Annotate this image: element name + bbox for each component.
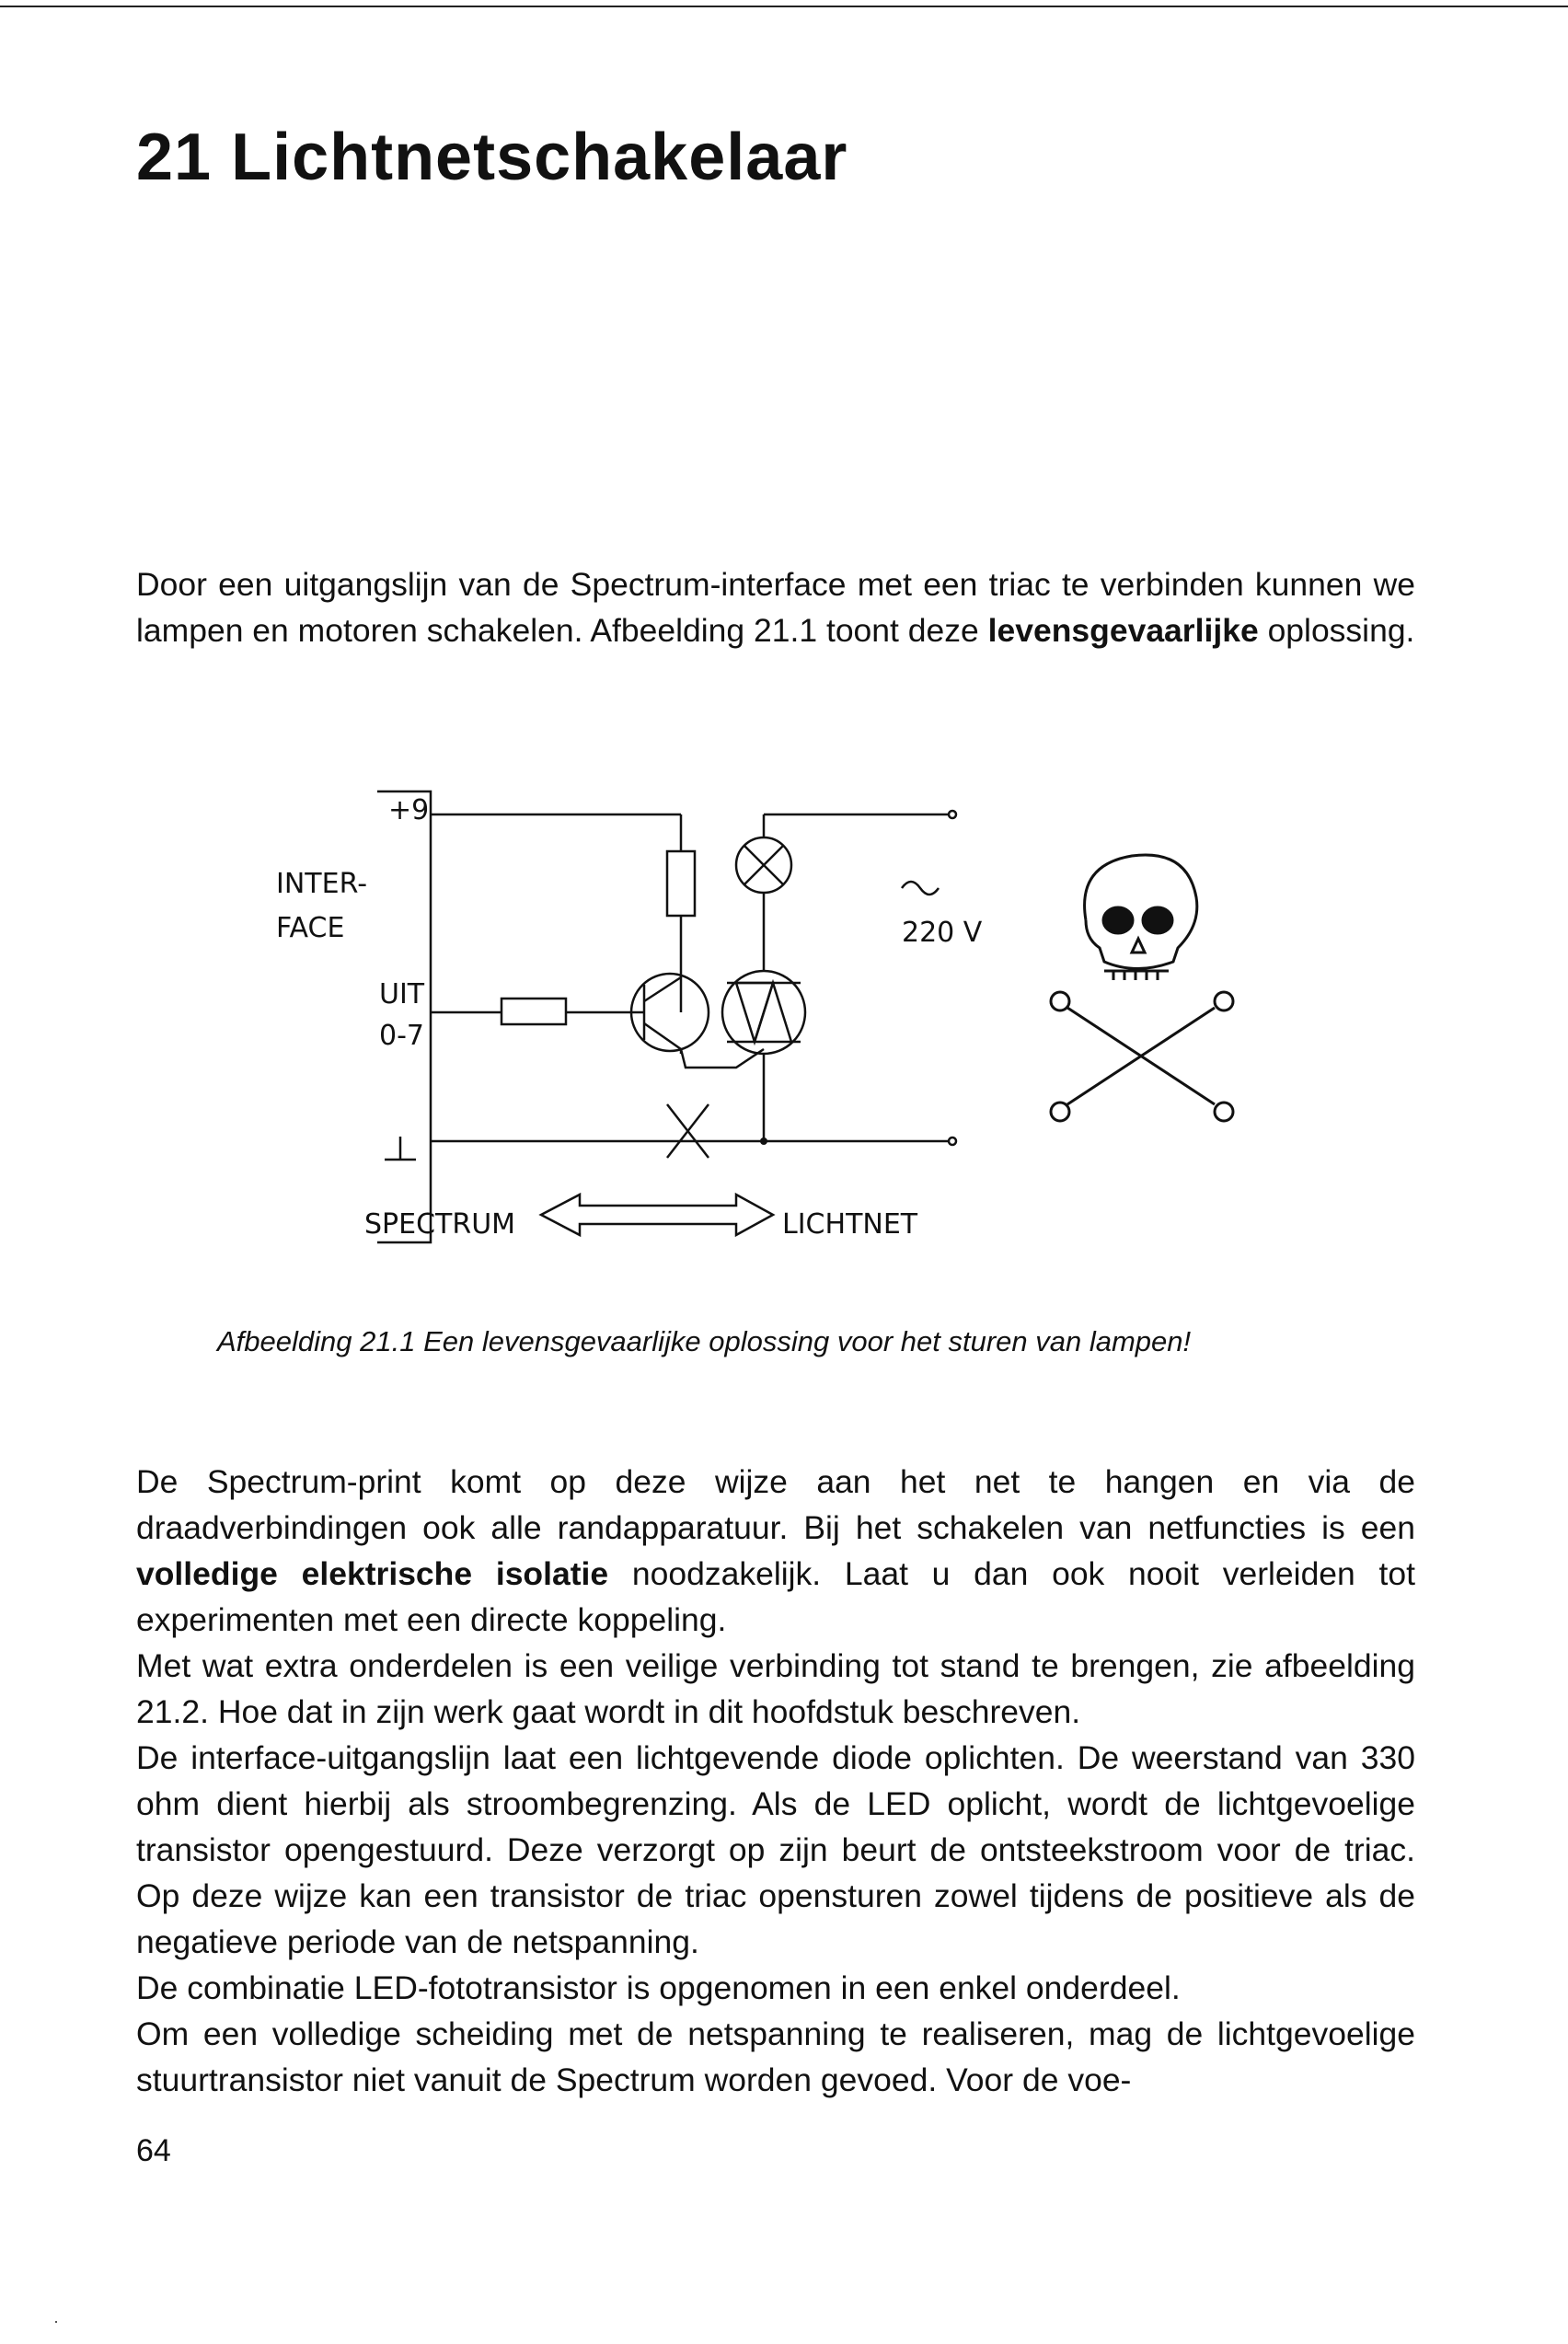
label-plus9: +9	[388, 794, 430, 826]
label-uit: UIT	[379, 978, 425, 1010]
p1-bold: volledige elektrische isolatie	[136, 1555, 609, 1592]
page-number: 64	[136, 2133, 171, 2168]
label-voltage: 220 V	[902, 917, 983, 949]
body-paragraph-3: De interface-uitgangslijn laat een lichtgevende diode oplichten. De weerstand van 330 ohm dient hierbij als stroombegrenzing. Als de LED oplicht, wordt de lichtgevoelige transistor opengestuurd. Deze verzorgt op zijn beurt de ontsteekstroom voor de triac. Op deze wijze kan een transistor de triac opensturen zowel tijdens de positieve als de negatieve periode van de netspanning.	[136, 1739, 1415, 1960]
base-resistor	[502, 999, 566, 1024]
terminal-bottom	[949, 1137, 956, 1145]
figure-caption: Afbeelding 21.1 Een levensgevaarlijke oplossing voor het sturen van lampen!	[217, 1325, 1192, 1357]
circuit-figure	[276, 773, 1288, 1270]
collector-resistor	[667, 851, 695, 916]
p1-text-b: noodzakelijk. Laat u dan ook nooit verleiden tot experimenten met een directe koppeling.	[136, 1555, 1415, 1638]
label-lichtnet: LICHTNET	[782, 1208, 918, 1241]
top-rule	[0, 6, 1568, 7]
intro-text-b: oplossing.	[1258, 612, 1415, 649]
label-range: 0-7	[379, 1020, 424, 1052]
interface-bracket	[377, 791, 431, 1242]
p1-text-a: De Spectrum-print komt op deze wijze aan het net te hangen en via de draadverbindingen ook alle randapparatuur. Bij het schakelen van netfuncties is een	[136, 1463, 1415, 1546]
body-paragraph-4: De combinatie LED-fototransistor is opgenomen in een enkel onderdeel.	[136, 1969, 1181, 2006]
label-spectrum: SPECTRUM	[364, 1208, 516, 1241]
bidirectional-arrow	[541, 1195, 773, 1235]
body-paragraph-2: Met wat extra onderdelen is een veilige verbinding tot stand te brengen, zie afbeelding 21.2. Hoe dat in zijn werk gaat wordt in dit hoofdstuk beschreven.	[136, 1647, 1415, 1730]
tilde-symbol	[902, 882, 939, 895]
body-paragraph-5: Om een volledige scheiding met de netspanning te realiseren, mag de lichtgevoelige stuurtransistor niet vanuit de Spectrum worden gevoed. Voor de voe-	[136, 2015, 1415, 2098]
skull-crossbones-icon	[1051, 855, 1233, 1121]
label-interface-2: FACE	[276, 912, 345, 944]
intro-text-a: Door een uitgangslijn van de Spectrum-interface met een triac te verbinden kunnen we lampen en motoren schakelen. Afbeelding 21.1 toont deze	[136, 566, 1415, 649]
intro-bold: levensgevaarlijke	[987, 612, 1259, 649]
scan-speck	[55, 2321, 57, 2323]
terminal-top	[949, 811, 956, 818]
intro-paragraph	[136, 561, 1415, 653]
label-interface-1: INTER-	[276, 868, 368, 900]
body-paragraph-1	[136, 1459, 1415, 1643]
chapter-title: 21 Lichtnetschakelaar	[136, 121, 848, 194]
